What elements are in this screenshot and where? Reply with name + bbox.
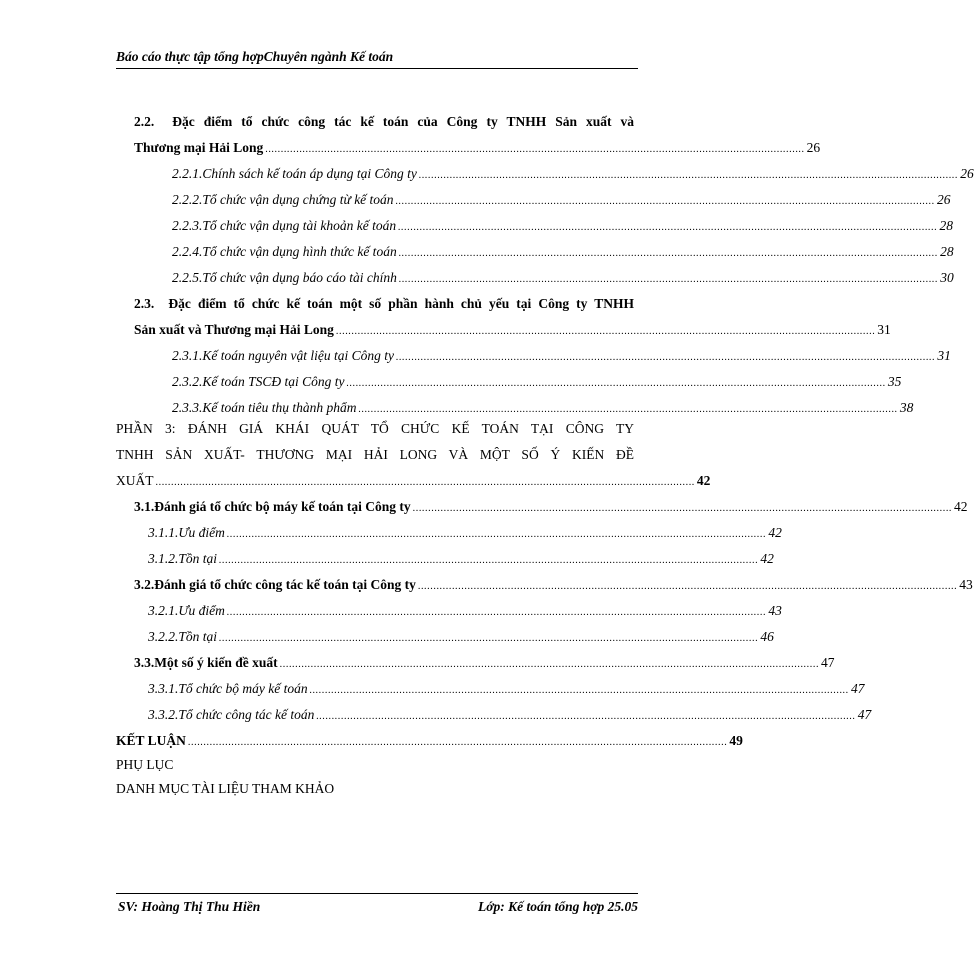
page-number: 49 <box>729 733 743 748</box>
toc-entry-2-3-3[interactable] <box>172 400 914 418</box>
leader-dots: .............................................................................................................................................................................. <box>398 248 939 259</box>
toc-entry-title: Ưu điểm <box>178 603 225 618</box>
page-number: 30 <box>940 270 954 285</box>
toc-entry-3-3[interactable] <box>134 655 835 673</box>
toc-entry-title: Đánh giá tổ chức bộ máy kế toán tại Công ty <box>154 499 411 514</box>
leader-dots: .............................................................................................................................................................................. <box>219 555 759 566</box>
page-number: 42 <box>768 525 782 540</box>
toc-entry-2-2-5[interactable] <box>172 270 954 288</box>
toc-entry-title: Tổ chức bộ máy kế toán <box>178 681 308 696</box>
toc-entry-title: Tổ chức vận dụng hình thức kế toán <box>202 244 397 259</box>
toc-entry-2-2-1[interactable] <box>172 166 974 184</box>
toc-entry-title-line2: Sản xuất và Thương mại Hải Long <box>134 322 334 337</box>
section-number: 2.3.3. <box>172 400 203 415</box>
page-number: 31 <box>877 322 891 337</box>
section-number: 3.1.2. <box>148 551 179 566</box>
page-number: 47 <box>821 655 835 670</box>
toc-entry-2-3-2[interactable] <box>172 374 902 392</box>
toc-entry-title: Kế toán TSCĐ tại Công ty <box>202 374 345 389</box>
leader-dots: .............................................................................................................................................................................. <box>226 529 767 540</box>
page-number: 42 <box>760 551 774 566</box>
leader-dots: .............................................................................................................................................................................. <box>358 404 898 415</box>
toc-entry-3-2[interactable] <box>134 577 973 595</box>
toc-part-3-line1: PHẦN 3: ĐÁNH GIÁ KHÁI QUÁT TỔ CHỨC KẾ TOÁN TẠI CÔNG TY <box>116 421 634 436</box>
toc-entry-2-3-line2[interactable] <box>134 322 891 340</box>
toc-entry-2-2-4[interactable] <box>172 244 954 262</box>
toc-entry-title: Kế toán nguyên vật liệu tại Công ty <box>202 348 394 363</box>
toc-entry-3-3-1[interactable] <box>148 681 865 699</box>
section-number: 3.3.1. <box>148 681 179 696</box>
page-header: Báo cáo thực tập tổng hợpChuyên ngành Kế toán <box>116 49 638 69</box>
toc-entry-title: Một số ý kiến đề xuất <box>154 655 278 670</box>
leader-dots: .............................................................................................................................................................................. <box>346 378 886 389</box>
toc-entry-2-2-3[interactable] <box>172 218 953 236</box>
section-number: 2.3.1. <box>172 348 203 363</box>
toc-part-3[interactable] <box>116 421 711 491</box>
section-number: 2.2.5. <box>172 270 203 285</box>
section-number: 3.3.2. <box>148 707 179 722</box>
section-number: 3.2.1. <box>148 603 179 618</box>
toc-entry-title: Tổ chức vận dụng báo cáo tài chính <box>202 270 397 285</box>
section-number: 3.1.1. <box>148 525 179 540</box>
leader-dots: .............................................................................................................................................................................. <box>309 685 849 696</box>
page-number: 46 <box>760 629 774 644</box>
page-number: 38 <box>899 400 914 415</box>
toc-appendix[interactable]: PHỤ LỤC <box>116 757 174 772</box>
page-number: 47 <box>851 681 865 696</box>
section-number: 2.2.1. <box>172 166 203 181</box>
toc-references[interactable]: DANH MỤC TÀI LIỆU THAM KHẢO <box>116 781 335 796</box>
toc-entry-title: Tổ chức công tác kế toán <box>178 707 315 722</box>
leader-dots: .............................................................................................................................................................................. <box>412 503 953 514</box>
toc-entry-title-line2: Thương mại Hải Long <box>134 140 264 155</box>
toc-entry-3-2-1[interactable] <box>148 603 782 621</box>
leader-dots: .............................................................................................................................................................................. <box>155 477 695 488</box>
leader-dots: .............................................................................................................................................................................. <box>418 170 959 181</box>
toc-entry-3-3-2[interactable] <box>148 707 872 725</box>
footer-class: Lớp: Kế toán tổng hợp 25.05 <box>477 899 638 914</box>
toc-entry-2-2-line2[interactable] <box>134 140 821 158</box>
leader-dots: .............................................................................................................................................................................. <box>265 144 805 155</box>
page-number: 42 <box>696 473 711 488</box>
toc-entry-2-2-2[interactable] <box>172 192 951 210</box>
toc-entry-title: Tổ chức vận dụng tài khoản kế toán <box>202 218 397 233</box>
toc-entry-title: KẾT LUẬN <box>116 733 186 748</box>
page-number: 42 <box>954 499 968 514</box>
toc-conclusion[interactable] <box>116 733 743 751</box>
toc-entry-title: Tồn tại <box>178 629 218 644</box>
page-number: 26 <box>806 140 821 155</box>
section-number: 3.2.2. <box>148 629 179 644</box>
section-number: 2.2.3. <box>172 218 203 233</box>
page-number: 47 <box>857 707 872 722</box>
page-number: 35 <box>887 374 902 389</box>
leader-dots: .............................................................................................................................................................................. <box>279 659 820 670</box>
section-number: 3.1. <box>134 499 155 514</box>
leader-dots: .............................................................................................................................................................................. <box>219 633 759 644</box>
section-number: 2.3.2. <box>172 374 203 389</box>
toc-entry-title-line1: 2.3. Đặc điểm tổ chức kế toán một số phần hành chủ yếu tại Công ty TNHH <box>134 296 634 311</box>
leader-dots: .............................................................................................................................................................................. <box>395 352 936 363</box>
toc-entry-3-2-2[interactable] <box>148 629 774 647</box>
leader-dots: .............................................................................................................................................................................. <box>316 711 856 722</box>
toc-entry-title: Đánh giá tổ chức công tác kế toán tại Công ty <box>154 577 416 592</box>
page-number: 26 <box>936 192 951 207</box>
leader-dots: .............................................................................................................................................................................. <box>417 581 958 592</box>
page-number: 28 <box>940 244 954 259</box>
leader-dots: .............................................................................................................................................................................. <box>335 326 876 337</box>
leader-dots: .............................................................................................................................................................................. <box>187 737 728 748</box>
section-number: 3.3. <box>134 655 155 670</box>
toc-part-3-line3: XUẤT <box>116 473 154 488</box>
toc-part-3-line2: TNHH SẢN XUẤT- THƯƠNG MẠI HẢI LONG VÀ MỘT SỐ Ý KIẾN ĐỀ <box>116 447 634 462</box>
toc-entry-2-3-1[interactable] <box>172 348 951 366</box>
section-number: 2.2.4. <box>172 244 203 259</box>
leader-dots: .............................................................................................................................................................................. <box>398 222 938 233</box>
toc-entry-title: Tổ chức vận dụng chứng từ kế toán <box>202 192 394 207</box>
footer-student: SV: Hoàng Thị Thu Hiền <box>118 899 261 914</box>
page-number: 31 <box>937 348 951 363</box>
section-number: 2.2.2. <box>172 192 203 207</box>
toc-entry-title: Ưu điểm <box>178 525 225 540</box>
toc-entry-title: Tồn tại <box>178 551 218 566</box>
section-number: 3.2. <box>134 577 155 592</box>
leader-dots: .............................................................................................................................................................................. <box>226 607 767 618</box>
page-number: 43 <box>959 577 973 592</box>
toc-entry-3-1[interactable] <box>134 499 968 517</box>
toc-entry-3-1-2[interactable] <box>148 551 774 569</box>
leader-dots: .............................................................................................................................................................................. <box>395 196 935 207</box>
page-number: 43 <box>768 603 782 618</box>
page-number: 26 <box>960 166 974 181</box>
toc-entry-3-1-1[interactable] <box>148 525 782 543</box>
toc-entry-2-2[interactable] <box>134 114 634 130</box>
toc-entry-2-3[interactable] <box>134 296 634 312</box>
footer-divider <box>116 893 638 894</box>
toc-entry-title: Kế toán tiêu thụ thành phẩm <box>202 400 357 415</box>
toc-entry-title: Chính sách kế toán áp dụng tại Công ty <box>202 166 417 181</box>
toc-entry-title-line1: 2.2. Đặc điểm tổ chức công tác kế toán của Công ty TNHH Sản xuất và <box>134 114 635 129</box>
page-number: 28 <box>939 218 953 233</box>
leader-dots: .............................................................................................................................................................................. <box>398 274 939 285</box>
